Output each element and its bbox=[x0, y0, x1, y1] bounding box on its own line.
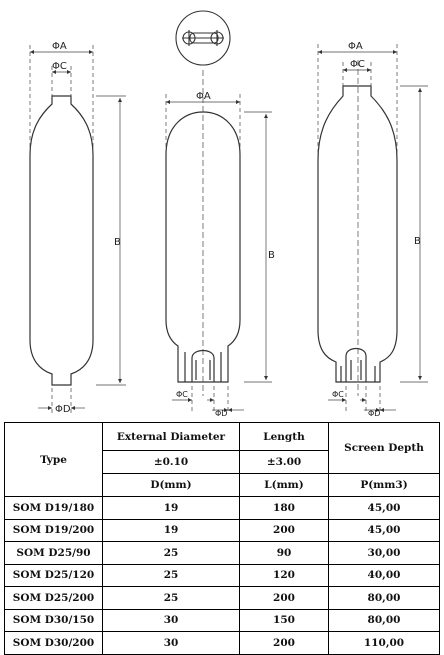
label-phi-a-right: ΦA bbox=[348, 41, 363, 52]
tolerance-diameter: ±0.10 bbox=[103, 451, 240, 474]
table-row bbox=[5, 497, 440, 520]
cell-screen-depth: 30,00 bbox=[329, 542, 440, 565]
cell-screen-depth: 40,00 bbox=[329, 564, 440, 587]
label-b-left: B bbox=[114, 237, 121, 248]
tolerance-length: ±3.00 bbox=[240, 451, 329, 474]
cell-length: 120 bbox=[240, 564, 329, 587]
label-phi-c-left: ΦC bbox=[52, 61, 67, 72]
unit-screen-depth: P(mm3) bbox=[329, 474, 440, 497]
cell-type: SOM D30/150 bbox=[5, 609, 103, 632]
implant-left bbox=[30, 96, 93, 385]
label-b-right: B bbox=[414, 236, 421, 247]
dimension-lines-left bbox=[30, 45, 126, 414]
unit-length: L(mm) bbox=[240, 474, 329, 497]
cell-diameter: 30 bbox=[103, 632, 240, 655]
cell-screen-depth: 45,00 bbox=[329, 497, 440, 520]
cell-diameter: 25 bbox=[103, 564, 240, 587]
cell-diameter: 25 bbox=[103, 542, 240, 565]
table-row bbox=[5, 609, 440, 632]
cell-type: SOM D25/120 bbox=[5, 564, 103, 587]
header-length: Length bbox=[240, 423, 329, 451]
label-phi-a-left: ΦA bbox=[52, 41, 67, 52]
cell-screen-depth: 45,00 bbox=[329, 519, 440, 542]
cell-screen-depth: 80,00 bbox=[329, 609, 440, 632]
end-cap-detail bbox=[176, 11, 230, 65]
header-external-diameter: External Diameter bbox=[103, 423, 240, 451]
cell-length: 150 bbox=[240, 609, 329, 632]
label-phi-c-middle: ΦC bbox=[176, 390, 188, 399]
dimension-lines-right bbox=[318, 44, 428, 412]
dimension-lines-middle bbox=[166, 70, 272, 412]
implant-right bbox=[318, 86, 397, 382]
label-b-middle: B bbox=[268, 250, 275, 261]
cell-length: 200 bbox=[240, 632, 329, 655]
cell-length: 90 bbox=[240, 542, 329, 565]
label-phi-c-right-bottom: ΦC bbox=[332, 390, 344, 399]
cell-diameter: 30 bbox=[103, 609, 240, 632]
label-phi-d-right: ΦD bbox=[368, 409, 381, 418]
cell-type: SOM D25/90 bbox=[5, 542, 103, 565]
label-phi-a-middle: ΦA bbox=[196, 91, 211, 102]
cell-screen-depth: 110,00 bbox=[329, 632, 440, 655]
cell-diameter: 19 bbox=[103, 497, 240, 520]
cell-type: SOM D30/200 bbox=[5, 632, 103, 655]
specification-table bbox=[4, 422, 440, 655]
table-row bbox=[5, 542, 440, 565]
table-row bbox=[5, 587, 440, 610]
cell-type: SOM D25/200 bbox=[5, 587, 103, 610]
cell-length: 180 bbox=[240, 497, 329, 520]
table-row bbox=[5, 519, 440, 542]
cell-diameter: 25 bbox=[103, 587, 240, 610]
cell-diameter: 19 bbox=[103, 519, 240, 542]
header-type: Type bbox=[5, 423, 103, 497]
cell-screen-depth: 80,00 bbox=[329, 587, 440, 610]
table-row bbox=[5, 632, 440, 655]
label-phi-c-right: ΦC bbox=[350, 59, 365, 70]
cell-length: 200 bbox=[240, 587, 329, 610]
table-row bbox=[5, 564, 440, 587]
label-phi-d-left: ΦD bbox=[55, 404, 71, 415]
label-phi-d-middle: ΦD bbox=[215, 409, 228, 418]
header-screen-depth: Screen Depth bbox=[329, 423, 440, 474]
cell-type: SOM D19/180 bbox=[5, 497, 103, 520]
cell-type: SOM D19/200 bbox=[5, 519, 103, 542]
unit-diameter: D(mm) bbox=[103, 474, 240, 497]
cell-length: 200 bbox=[240, 519, 329, 542]
